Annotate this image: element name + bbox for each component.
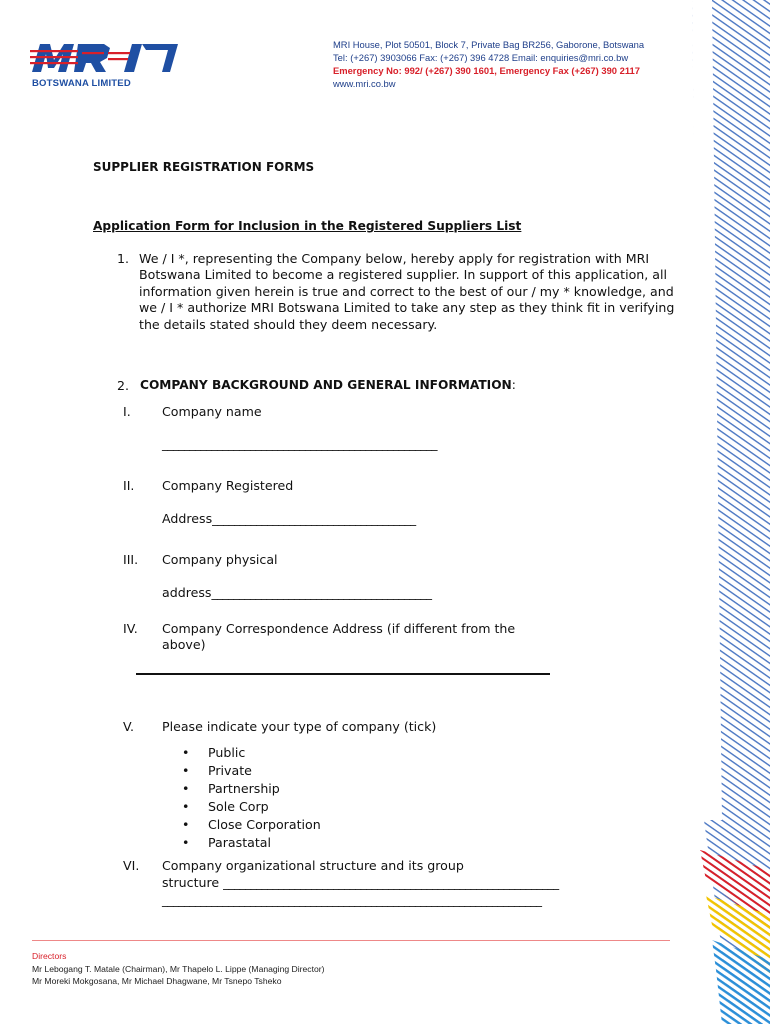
company-name-field[interactable]: __________________________________________________ bbox=[162, 437, 437, 451]
company-type-label: Please indicate your type of company (tick) bbox=[162, 719, 437, 734]
header-emergency: Emergency No: 992/ (+267) 390 1601, Emergency Fax (+267) 390 2117 bbox=[333, 65, 640, 76]
application-form-title: Application Form for Inclusion in the Registered Suppliers List bbox=[93, 219, 522, 233]
footer-divider bbox=[32, 940, 670, 941]
header-tel-fax: Tel: (+267) 3903066 Fax: (+267) 396 4728 Email: enquiries@mri.co.bw bbox=[333, 52, 629, 63]
sub-item-1-number: I. bbox=[123, 404, 131, 419]
org-structure-field-1[interactable]: _____________________________________________________________ bbox=[223, 876, 559, 890]
sub-item-5-number: V. bbox=[123, 719, 134, 734]
registered-address-label-2: Address bbox=[162, 511, 213, 526]
document-title: SUPPLIER REGISTRATION FORMS bbox=[93, 160, 315, 174]
item-1-declaration: We / I *, representing the Company below, hereby apply for registration with MRI Botswana Limited to become a registered supplier. In support of this application, all information given herein is true and correct to the best of our / my * knowledge, and we / I * authorize MRI Botswana Limited to take any step as they think fit in verifying the details stated should they deem necessary. bbox=[139, 251, 675, 332]
registered-address-row bbox=[162, 511, 416, 527]
company-type-private[interactable]: • Private bbox=[182, 762, 321, 780]
footer-directors-line-1: Mr Lebogang T. Matale (Chairman), Mr Thapelo L. Lippe (Managing Director) bbox=[32, 964, 325, 974]
sub-item-3-number: III. bbox=[123, 552, 139, 567]
logo-subtitle: BOTSWANA LIMITED bbox=[32, 78, 131, 89]
correspondence-address-field[interactable] bbox=[136, 673, 550, 675]
header-address: MRI House, Plot 50501, Block 7, Private Bag BR256, Gaborone, Botswana bbox=[333, 39, 645, 50]
sub-item-4-number: IV. bbox=[123, 621, 138, 636]
correspondence-address-label: Company Correspondence Address (if different from the above) bbox=[162, 621, 516, 653]
section-heading bbox=[140, 378, 516, 392]
footer-directors-heading: Directors bbox=[32, 951, 67, 961]
company-name-label: Company name bbox=[162, 404, 262, 419]
company-type-sole-corp[interactable]: • Sole Corp bbox=[182, 798, 321, 816]
org-structure-label: Company organizational structure and its group bbox=[162, 858, 464, 873]
sub-item-2-number: II. bbox=[123, 478, 135, 493]
company-type-close-corporation[interactable]: • Close Corporation bbox=[182, 816, 321, 834]
org-structure-field-2[interactable]: _____________________________________________________________________ bbox=[162, 893, 542, 907]
org-structure-row bbox=[162, 875, 559, 891]
physical-address-label: Company physical bbox=[162, 552, 278, 567]
company-type-parastatal[interactable]: • Parastatal bbox=[182, 834, 321, 852]
decorative-stripes bbox=[692, 0, 770, 1024]
registered-address-field[interactable]: _____________________________________ bbox=[212, 512, 416, 526]
item-1-number: 1. bbox=[117, 251, 130, 266]
mri-logo-graphic bbox=[30, 38, 180, 78]
header-website[interactable]: www.mri.co.bw bbox=[333, 78, 396, 89]
registered-address-label: Company Registered bbox=[162, 478, 294, 493]
item-2-number: 2. bbox=[117, 378, 130, 393]
section-heading-colon: : bbox=[511, 378, 516, 392]
section-heading-text: COMPANY BACKGROUND AND GENERAL INFORMATION bbox=[140, 378, 512, 392]
footer-directors-line-2: Mr Moreki Mokgosana, Mr Michael Dhagwane, Mr Tsnepo Tsheko bbox=[32, 976, 282, 986]
physical-address-label-2: address bbox=[162, 585, 212, 600]
sub-item-6-number: VI. bbox=[123, 858, 140, 873]
physical-address-row bbox=[162, 585, 431, 601]
company-type-public[interactable]: • Public bbox=[182, 744, 321, 762]
org-structure-label-2: structure bbox=[162, 875, 220, 890]
physical-address-field[interactable]: ________________________________________ bbox=[211, 586, 432, 600]
company-type-list bbox=[182, 744, 321, 852]
company-type-partnership[interactable]: • Partnership bbox=[182, 780, 321, 798]
